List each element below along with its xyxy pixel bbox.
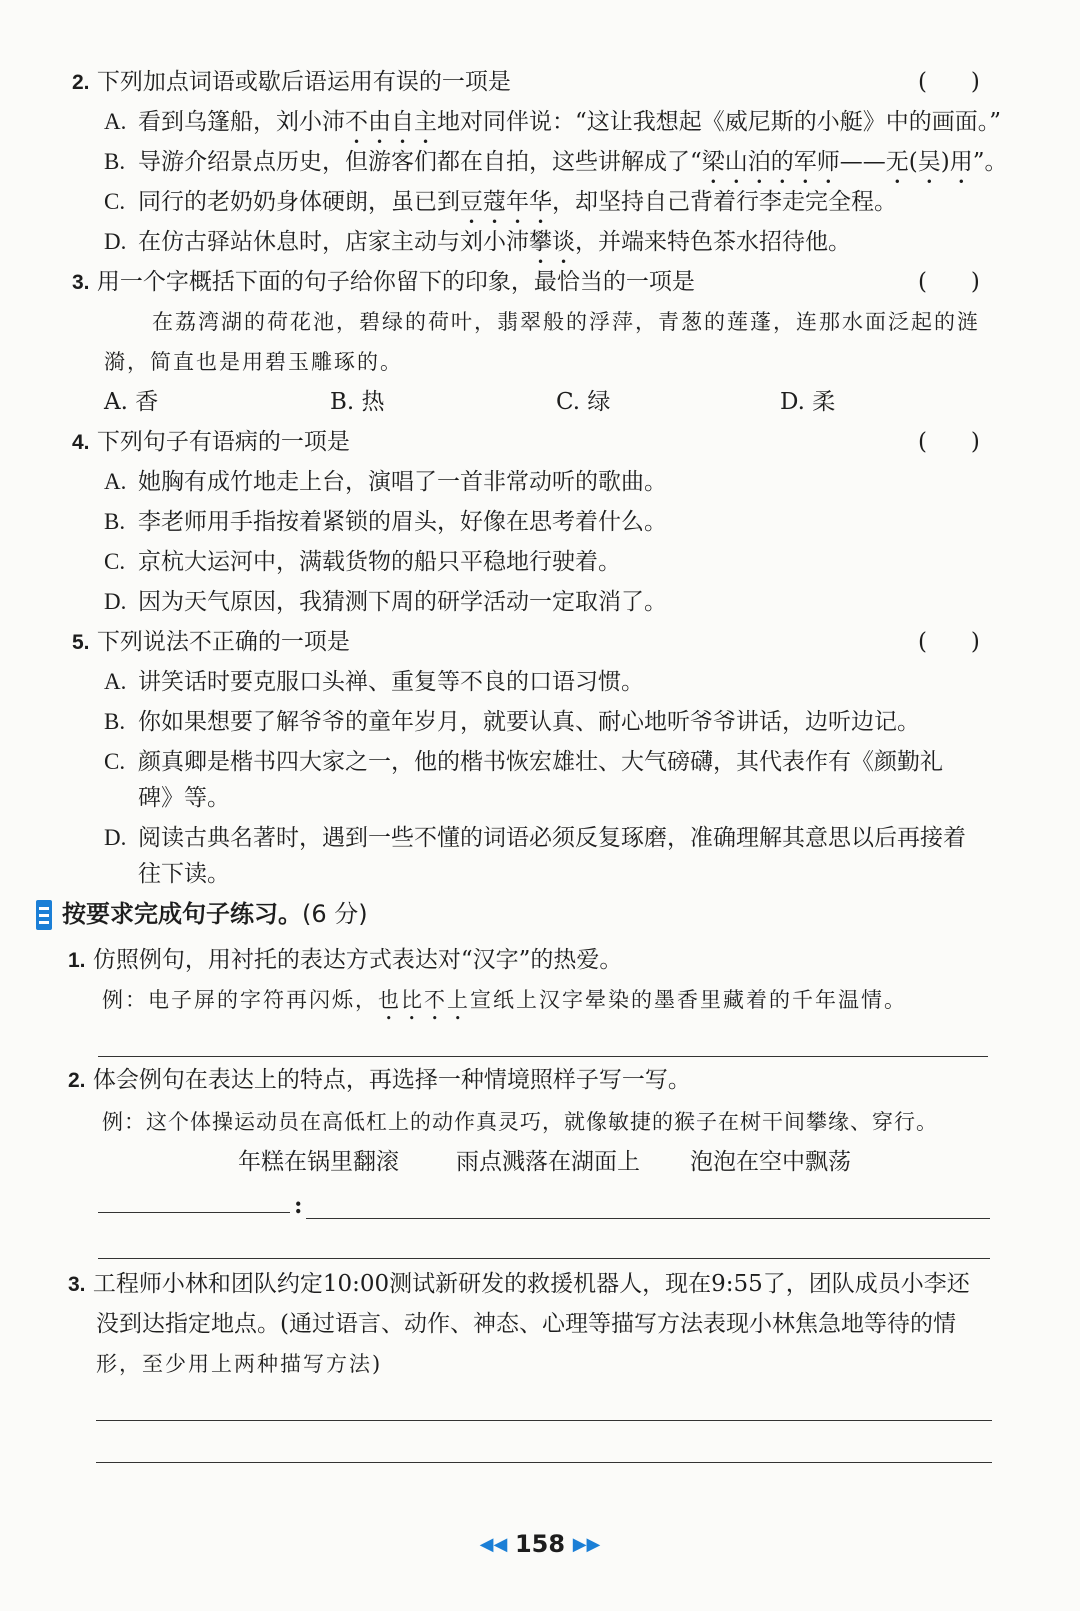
question-stem: 用一个字概括下面的句子给你留下的印象，最恰当的一项是 [96,269,695,295]
option-b [104,506,667,538]
answer-bracket[interactable]: ( ) [918,429,980,455]
sentence-task-2 [68,1064,691,1097]
option-text: 阅读古典名著时，遇到一些不懂的词语必须反复琢磨，准确理解其意思以后再接着 [138,825,966,851]
answer-bracket[interactable]: ( ) [918,69,980,95]
option-b [104,706,920,738]
sentence-task-3 [68,1268,970,1301]
question-number: 3. [72,271,90,294]
option-b: B. 热 [330,389,385,415]
answer-line[interactable] [96,1462,992,1463]
section-score: (6 分) [302,900,368,928]
question-stem: 下列句子有语病的一项是 [96,429,350,455]
question-number: 4. [72,431,90,454]
option-letter: B. [104,509,126,534]
option-d [104,226,851,269]
option-text: 因为天气原因，我猜测下周的研学活动一定取消了。 [138,589,667,615]
question-stem: 体会例句在表达上的特点，再选择一种情境照样子写一写。 [92,1067,691,1093]
colon: : [294,1192,303,1219]
question-stem: 工程师小林和团队约定10:00测试新研发的救援机器人，现在9:55了，团队成员小李还 [92,1271,970,1297]
option-letter: C. [104,549,126,574]
question-2 [72,66,511,99]
option-text: ，却坚持自己背着行李走完全程。 [552,189,897,215]
question-number: 5. [72,631,90,654]
example-text: 宣纸上汉字晕染的墨香里藏着的千年温情。 [470,988,907,1012]
dotted-phrase: 梁山泊的军师——无(吴)用 [701,149,973,175]
option-text: 导游介绍景点历史，但游客们都在自拍，这些讲解成了“ [138,149,702,175]
question-5 [72,626,350,659]
option-a [104,666,644,698]
answer-line[interactable] [98,1056,988,1057]
question-3 [72,266,695,299]
scenario-option-2: 雨点溅落在湖面上 [456,1149,640,1175]
option-c: C. 绿 [556,389,611,415]
sentence-task-1 [68,944,622,977]
option-d-continued: 往下读。 [138,861,230,887]
option-c-continued: 碑》等。 [138,785,230,811]
dotted-phrase: 不由自主 [345,109,437,135]
task-3-line-2: 没到达指定地点。(通过语言、动作、神态、心理等描写方法表现小林焦急地等待的情 [96,1311,956,1337]
option-letter: A. [104,469,127,494]
scenario-choice-line[interactable] [98,1212,290,1213]
question-stem: 下列加点词语或歇后语运用有误的一项是 [96,69,511,95]
option-text: 你如果想要了解爷爷的童年岁月，就要认真、耐心地听爷爷讲话，边听边记。 [138,709,920,735]
answer-bracket[interactable]: ( ) [918,629,980,655]
page-number: 158 [514,1530,566,1558]
reading-passage-line-2: 漪，简直也是用碧玉雕琢的。 [104,350,403,374]
option-text: 看到乌篷船，刘小沛 [138,109,345,135]
answer-line[interactable] [306,1218,990,1219]
example-text: 例：电子屏的字符再闪烁， [102,988,378,1012]
option-a: A. 香 [104,389,159,415]
option-a [104,106,1001,149]
dotted-phrase: 也比不上 [378,988,470,1012]
question-number: 1. [68,949,86,972]
page-footer [0,1528,1080,1561]
option-text: 李老师用手指按着紧锁的眉头，好像在思考着什么。 [138,509,667,535]
option-letter: B. [104,709,126,734]
option-a [104,466,667,498]
option-text: ，并端来特色茶水招待他。 [575,229,851,255]
task-3-line-3: 形，至少用上两种描写方法) [96,1352,383,1376]
option-letter: B. [104,149,126,174]
answer-line[interactable] [98,1258,990,1259]
example-sentence: 例：这个体操运动员在高低杠上的动作真灵巧，就像敏捷的猴子在树干间攀缘、穿行。 [102,1110,938,1134]
section-title [62,898,368,930]
option-text: 在仿古驿站休息时，店家主动与刘小沛 [138,229,529,255]
question-number: 2. [72,71,90,94]
option-text: 同行的老奶奶身体硬朗，虽已到 [138,189,460,215]
option-text: ”。 [972,149,1008,175]
option-d [104,586,667,618]
reading-passage-line-1: 在荔湾湖的荷花池，碧绿的荷叶，翡翠般的浮萍，青葱的莲蓬，连那水面泛起的涟 [152,310,980,334]
next-page-icon[interactable]: ▶▶ [572,1534,601,1555]
question-number: 2. [68,1069,86,1092]
option-text: 京杭大运河中，满载货物的船只平稳地行驶着。 [138,549,621,575]
option-text: 颜真卿是楷书四大家之一，他的楷书恢宏雄壮、大气磅礴，其代表作有《颜勤礼 [138,749,943,775]
section-marker-icon [36,900,52,930]
answer-bracket[interactable]: ( ) [918,269,980,295]
option-d: D. 柔 [780,389,836,415]
option-text: 地对同伴说：“这让我想起《威尼斯的小艇》中的画面。” [437,109,1002,135]
option-c [104,186,897,229]
option-letter: D. [104,589,127,614]
question-4 [72,426,350,459]
question-stem: 下列说法不正确的一项是 [96,629,350,655]
option-letter: D. [104,825,127,850]
option-letter: C. [104,749,126,774]
option-letter: A. [104,669,127,694]
dotted-phrase: 攀谈 [529,229,575,255]
prev-page-icon[interactable]: ◀◀ [479,1534,508,1555]
option-b [104,146,1007,189]
section-title-text: 按要求完成句子练习。 [62,900,302,928]
scenario-option-1: 年糕在锅里翻滚 [238,1149,399,1175]
option-text: 讲笑话时要克服口头禅、重复等不良的口语习惯。 [138,669,644,695]
question-number: 3. [68,1273,86,1296]
question-stem: 仿照例句，用衬托的表达方式表达对“汉字”的热爱。 [92,947,623,973]
example-sentence [102,984,907,1025]
dotted-phrase: 豆蔻年华 [460,189,552,215]
option-c [104,546,621,578]
option-d [104,822,966,854]
option-c [104,746,943,778]
scenario-option-3: 泡泡在空中飘荡 [690,1149,851,1175]
option-letter: D. [104,229,127,254]
option-text: 她胸有成竹地走上台，演唱了一首非常动听的歌曲。 [138,469,667,495]
option-letter: A. [104,109,127,134]
answer-line[interactable] [96,1420,992,1421]
option-letter: C. [104,189,126,214]
